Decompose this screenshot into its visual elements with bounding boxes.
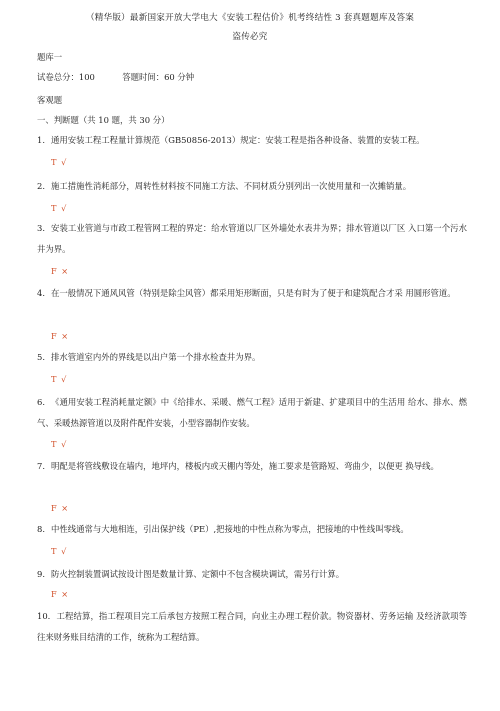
- answer-mark: T √: [51, 546, 68, 556]
- question-number: 5.: [37, 352, 45, 362]
- question-item: [37, 347, 467, 368]
- question-number: 6.: [37, 397, 45, 407]
- question-item: [37, 564, 467, 585]
- question-text: 安装工业管道与市政工程管网工程的界定：给水管道以厂区外墙处水表井为界；排水管道以厂区 入口第一个污水井为界。: [37, 223, 467, 254]
- question-number: 10.: [37, 611, 51, 621]
- question-item: [37, 519, 467, 540]
- question-text: 通用安装工程工程量计算规范（GB50856-2013）规定：安装工程是指各种设备、装置的安装工程。: [51, 135, 425, 145]
- total-score: 试卷总分：100: [37, 72, 95, 82]
- question-number: 1.: [37, 135, 45, 145]
- question-item: [37, 456, 467, 477]
- answer-mark: T √: [51, 203, 68, 213]
- question-number: 2.: [37, 181, 45, 191]
- question-item: [37, 130, 467, 151]
- question-text: 《通用安装工程消耗量定额》中《给排水、采暖、燃气工程》适用于新建、扩建项目中的生活用 给水、排水、燃气、采暖热源管道以及附件配件安装，小型容器制作安装。: [37, 397, 467, 428]
- answer-mark: T √: [51, 374, 68, 384]
- question-text: 防火控制装置调试按设计图是数量计算、定额中不包含模块调试，需另行计算。: [51, 569, 345, 579]
- question-number: 9.: [37, 569, 45, 579]
- question-number: 3.: [37, 223, 45, 233]
- question-item: [37, 283, 467, 304]
- exam-meta: [37, 71, 194, 83]
- exam-time: 答题时间：60 分钟: [122, 72, 195, 82]
- answer-mark: T √: [51, 157, 68, 167]
- question-item: [37, 218, 467, 260]
- answer-mark: F ×: [51, 331, 70, 341]
- question-number: 7.: [37, 461, 45, 471]
- answer-mark: F ×: [51, 503, 70, 513]
- document-subtitle: 盗传必究: [232, 32, 268, 42]
- question-text: 施工措施性消耗部分，周转性材料按不同施工方法、不同材质分别列出一次使用量和一次摊销量。: [51, 181, 412, 191]
- question-item: [37, 176, 467, 197]
- section-label: 客观题: [37, 95, 63, 105]
- answer-mark: F ×: [51, 589, 70, 599]
- question-text: 中性线通常与大地相连，引出保护线（PE）,把接地的中性点称为零点，把接地的中性线叫零线。: [51, 524, 409, 534]
- question-number: 4.: [37, 288, 45, 298]
- document-title: （精华版）最新国家开放大学电大《安装工程估价》机考终结性 3 套真题题库及答案: [85, 13, 415, 23]
- question-item: [37, 606, 467, 648]
- question-text: 排水管道室内外的界线是以出户第一个排水检查井为界。: [51, 352, 261, 362]
- question-text: 明配是将管线敷设在墙内，地坪内，楼板内或天棚内等处，施工要求是管路短、弯曲少，以便更 换导线。: [51, 461, 439, 471]
- part-heading: 一、判断题（共 10 题，共 30 分）: [37, 115, 170, 125]
- answer-mark: F ×: [51, 266, 70, 276]
- question-text: 工程结算，指工程项目完工后承包方按照工程合同，向业主办理工程价款。物资器材、劳务运输 及经济款项等往来财务账目结清的工作，统称为工程结算。: [37, 611, 467, 642]
- question-number: 8.: [37, 524, 45, 534]
- answer-mark: T √: [51, 439, 68, 449]
- bank-label: 题库一: [37, 52, 63, 62]
- question-text: 在一般情况下通风风管（特别是除尘风管）都采用矩形断面，只是有时为了便于和建筑配合才采 用圆形管道。: [51, 288, 456, 298]
- question-item: [37, 392, 467, 434]
